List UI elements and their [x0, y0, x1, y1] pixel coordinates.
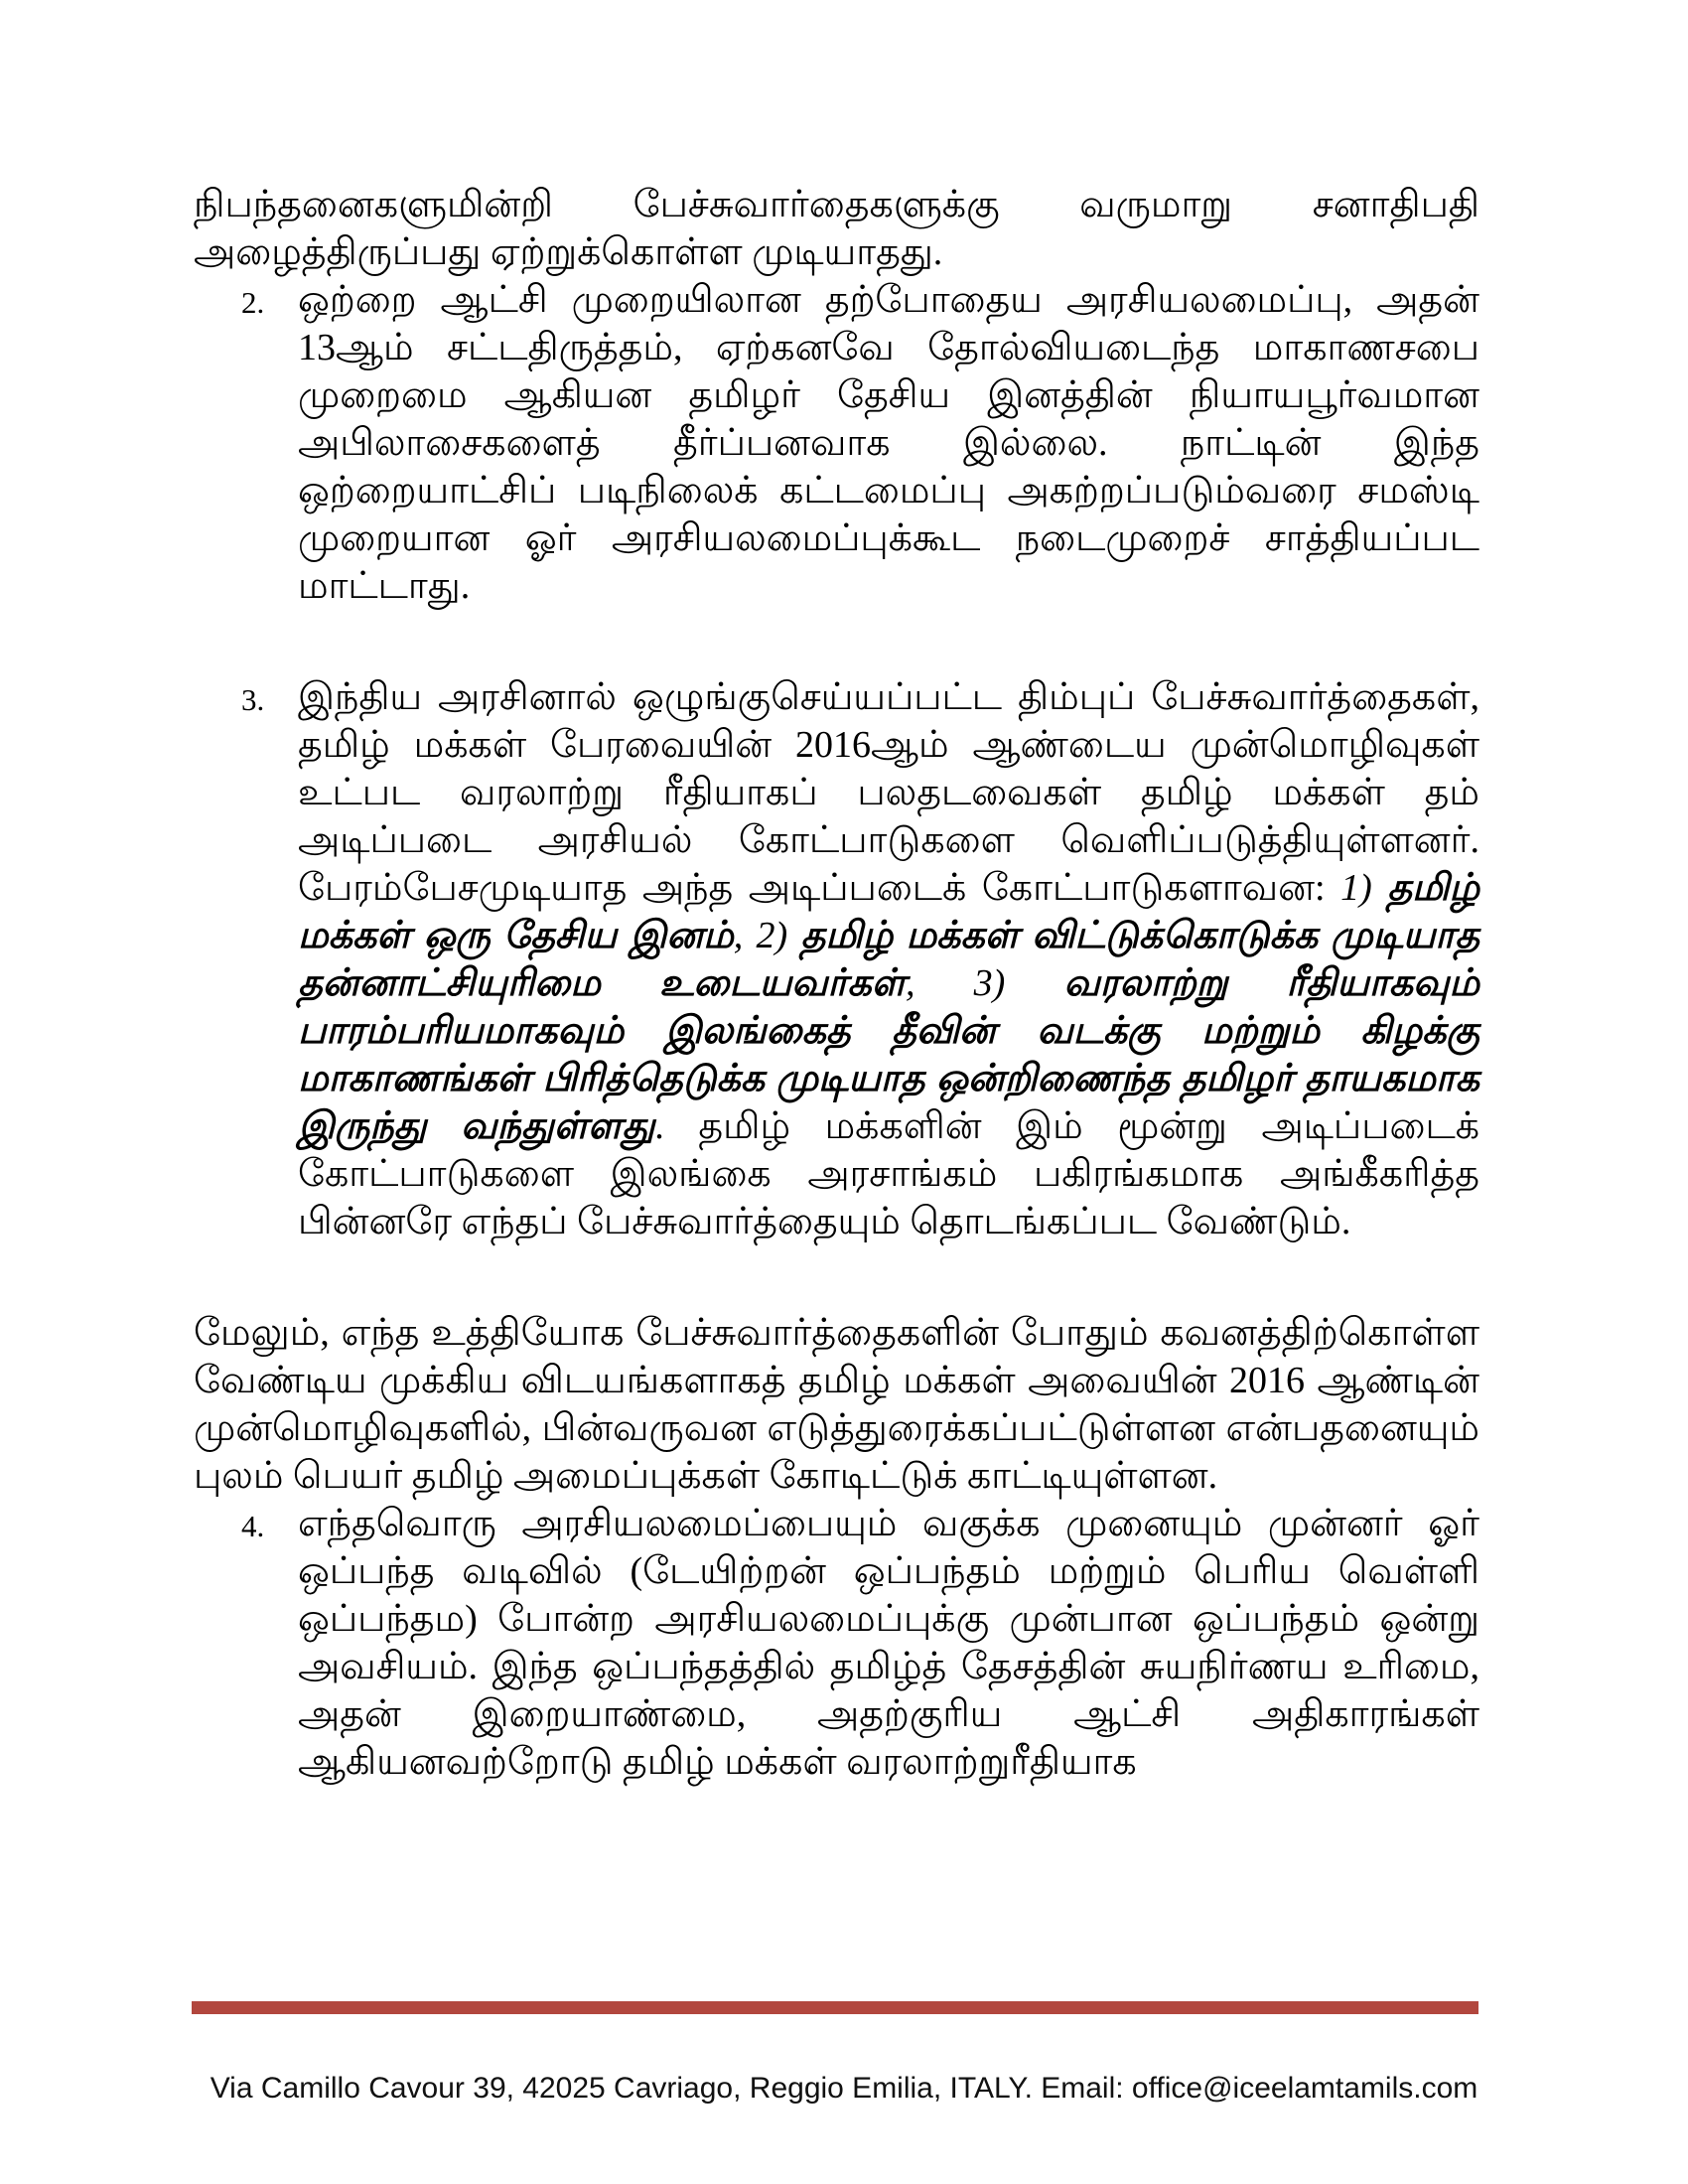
footer-divider [192, 2001, 1478, 2014]
list-item-4 [194, 1500, 1479, 1786]
item3-marker-3: 3) [973, 962, 1064, 1004]
list-item-2 [194, 276, 1479, 610]
list-number-3: 3. [241, 682, 265, 717]
item3-lead: இந்திய அரசினால் ஒழுங்குசெய்யப்பட்ட திம்புப் பேச்சுவார்த்தைகள், தமிழ் மக்கள் பேரவையின் 2016ஆம் ஆண்டைய முன்மொழிவுகள் உட்பட வரலாற்று ரீதியாகப் பலதடவைகள் தமிழ் மக்கள் தம் அடிப்படை அரசியல் கோட்பாடுகளை வெளிப்படுத்தியுள்ளனர். பேரம்பேசமுடியாத அந்த அடிப்படைக் கோட்பாடுகளாவன: [298, 676, 1479, 909]
list-item-2-text: ஒற்றை ஆட்சி முறையிலான தற்போதைய அரசியலமைப்பு, அதன் 13ஆம் சட்டதிருத்தம், ஏற்கனவே தோல்வியடைந்த மாகாணசபை முறைமை ஆகியன தமிழர் தேசிய இனத்தின் நியாயபூர்வமான அபிலாசைகளைத் தீர்ப்பனவாக இல்லை. நாட்டின் இந்த ஒற்றையாட்சிப் படிநிலைக் கட்டமைப்பு அகற்றப்படும்வரை சமஸ்டி முறையான ஓர் அரசியலமைப்புக்கூட நடைமுறைச் சாத்தியப்பட மாட்டாது. [298, 279, 1479, 607]
item3-marker-2: 2) [756, 915, 801, 956]
footer-address: Via Camillo Cavour 39, 42025 Cavriago, Reggio Emilia, ITALY. Email: office@iceelamtamils.com [210, 2072, 1478, 2105]
item3-principle-1: தமிழ் மக்கள் ஒரு தேசிய இனம் [298, 867, 1479, 956]
list-item-3 [194, 673, 1479, 1245]
item3-separator-1: , [733, 915, 757, 956]
list-item-4-text: எந்தவொரு அரசியலமைப்பையும் வகுக்க முனையும் முன்னர் ஓர் ஒப்பந்த வடிவில் (டேயிற்றன் ஒப்பந்தம் மற்றும் பெரிய வெள்ளி ஒப்பந்தம) போன்ற அரசியலமைப்புக்கு முன்பான ஒப்பந்தம் ஒன்று அவசியம். இந்த ஒப்பந்தத்தில் தமிழ்த் தேசத்தின் சுயநிர்ணய உரிமை, அதன் இறையாண்மை, அதற்குரிய ஆட்சி அதிகாரங்கள் ஆகியனவற்றோடு தமிழ் மக்கள் வரலாற்றுரீதியாக [298, 1503, 1479, 1783]
item3-separator-2: , [905, 962, 974, 1004]
item3-marker-1: 1) [1340, 867, 1388, 909]
item3-principle-3: வரலாற்று ரீதியாகவும் பாரம்பரியமாகவும் இலங்கைத் தீவின் வடக்கு மற்றும் கிழக்கு மாகாணங்கள் பிரித்தெடுக்க முடியாத ஒன்றிணைந்த தமிழர் தாயகமாக இருந்து வந்துள்ளது [298, 962, 1479, 1147]
list-number-2: 2. [241, 285, 265, 320]
document-body [194, 181, 1479, 1786]
item3-tail: . தமிழ் மக்களின் இம் மூன்று அடிப்படைக் கோட்பாடுகளை இலங்கை அரசாங்கம் பகிரங்கமாக அங்கீகரித்த பின்னரே எந்தப் பேச்சுவார்த்தையும் தொடங்கப்பட வேண்டும். [298, 1105, 1479, 1242]
item3-principle-2: தமிழ் மக்கள் விட்டுக்கொடுக்க முடியாத தன்னாட்சியுரிமை உடையவர்கள் [298, 915, 1480, 1004]
paragraph-diaspora-note: மேலும், எந்த உத்தியோக பேச்சுவார்த்தைகளின் போதும் கவனத்திற்கொள்ள வேண்டிய முக்கிய விடயங்களாகத் தமிழ் மக்கள் அவையின் 2016 ஆண்டின் முன்மொழிவுகளில், பின்வருவன எடுத்துரைக்கப்பட்டுள்ளன என்பதனையும் புலம் பெயர் தமிழ் அமைப்புக்கள் கோடிட்டுக் காட்டியுள்ளன. [194, 1312, 1479, 1497]
list-item-3-text [298, 673, 1479, 1245]
list-number-4: 4. [241, 1509, 265, 1543]
paragraph-continuation: நிபந்தனைகளுமின்றி பேச்சுவார்தைகளுக்கு வருமாறு சனாதிபதி அழைத்திருப்பது ஏற்றுக்கொள்ள முடியாதது. [194, 184, 1479, 273]
